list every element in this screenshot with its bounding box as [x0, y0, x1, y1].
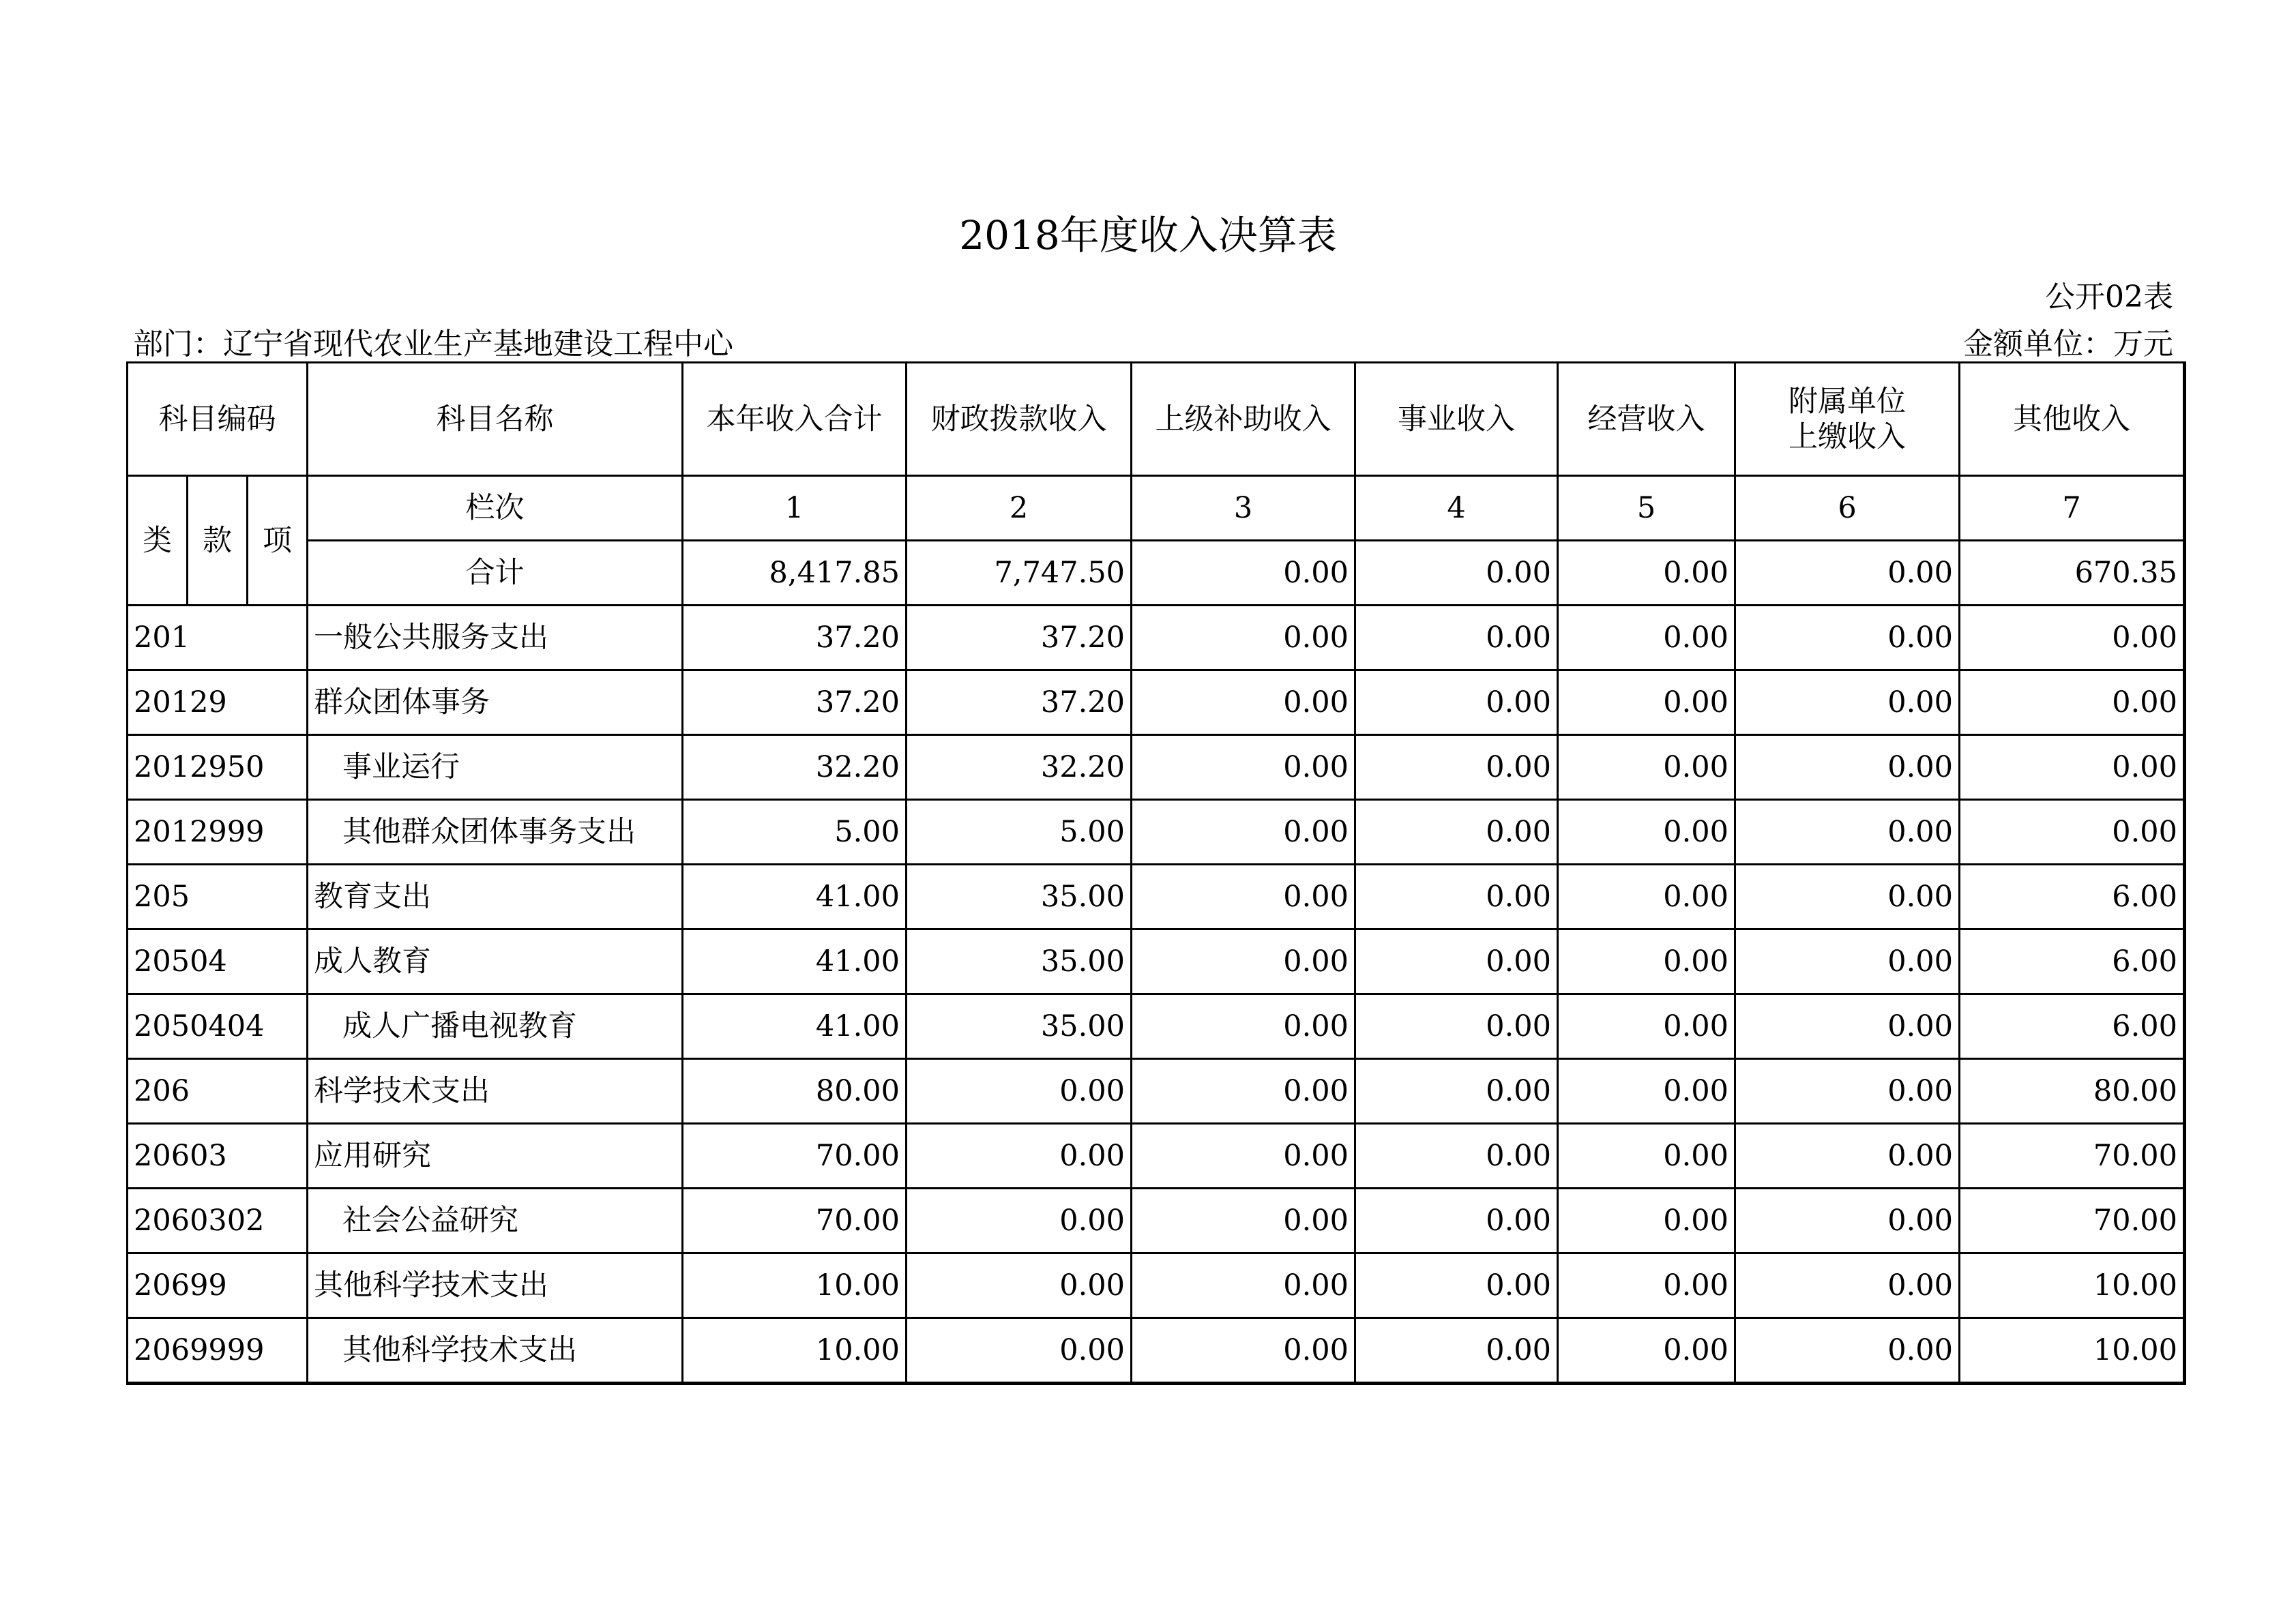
amount-cell: 0.00	[1558, 670, 1735, 735]
subject-code: 2060302	[128, 1189, 308, 1253]
col-number: 5	[1558, 476, 1735, 541]
amount-cell: 6.00	[1960, 929, 2185, 994]
subject-code: 205	[128, 865, 308, 929]
amount-cell: 0.00	[1735, 1318, 1960, 1384]
amount-cell: 6.00	[1960, 994, 2185, 1059]
amount-cell: 0.00	[1735, 1124, 1960, 1189]
amount-cell: 0.00	[1355, 1189, 1558, 1253]
amount-cell: 0.00	[1558, 606, 1735, 670]
amount-cell: 70.00	[1960, 1124, 2185, 1189]
amount-cell: 0.00	[1355, 865, 1558, 929]
amount-cell: 10.00	[683, 1318, 907, 1384]
amount-cell: 0.00	[1132, 1253, 1355, 1318]
subject-name: 成人教育	[308, 929, 683, 994]
header-lei: 类	[128, 476, 188, 606]
table-row	[128, 1253, 2185, 1318]
amount-cell: 35.00	[907, 865, 1132, 929]
amount-cell: 0.00	[907, 1318, 1132, 1384]
amount-cell: 0.00	[1735, 606, 1960, 670]
lanci-label: 栏次	[308, 476, 683, 541]
subject-code: 20699	[128, 1253, 308, 1318]
subject-code: 2012999	[128, 800, 308, 865]
amount-cell: 0.00	[1132, 929, 1355, 994]
total-value: 0.00	[1735, 541, 1960, 606]
amount-cell: 0.00	[1132, 1124, 1355, 1189]
table-row	[128, 929, 2185, 994]
amount-cell: 0.00	[1558, 929, 1735, 994]
table-row	[128, 994, 2185, 1059]
amount-cell: 70.00	[1960, 1189, 2185, 1253]
subject-code: 2069999	[128, 1318, 308, 1384]
table-row	[128, 1189, 2185, 1253]
amount-cell: 41.00	[683, 994, 907, 1059]
amount-cell: 5.00	[907, 800, 1132, 865]
col-number: 3	[1132, 476, 1355, 541]
column-index-row	[128, 476, 2185, 541]
amount-cell: 80.00	[1960, 1059, 2185, 1124]
amount-cell: 0.00	[1735, 1253, 1960, 1318]
header-col-6-line2: 上缴收入	[1789, 419, 1907, 454]
amount-cell: 0.00	[1355, 1318, 1558, 1384]
amount-cell: 0.00	[1558, 994, 1735, 1059]
amount-cell: 0.00	[1735, 1059, 1960, 1124]
header-col-5: 经营收入	[1558, 363, 1735, 476]
amount-cell: 0.00	[1558, 1124, 1735, 1189]
amount-cell: 41.00	[683, 865, 907, 929]
table-row	[128, 865, 2185, 929]
col-number: 7	[1960, 476, 2185, 541]
header-col-1: 本年收入合计	[683, 363, 907, 476]
amount-cell: 80.00	[683, 1059, 907, 1124]
amount-cell: 0.00	[1735, 994, 1960, 1059]
subject-name: 教育支出	[308, 865, 683, 929]
subject-name: 事业运行	[308, 735, 683, 800]
amount-cell: 0.00	[1735, 670, 1960, 735]
amount-cell: 0.00	[1355, 606, 1558, 670]
subject-code: 206	[128, 1059, 308, 1124]
amount-cell: 0.00	[907, 1124, 1132, 1189]
amount-cell: 10.00	[1960, 1318, 2185, 1384]
header-kuan: 款	[188, 476, 248, 606]
report-title: 2018年度收入决算表	[959, 212, 1337, 258]
table-row	[128, 1059, 2185, 1124]
amount-cell: 37.20	[683, 670, 907, 735]
amount-cell: 0.00	[1558, 1189, 1735, 1253]
amount-cell: 0.00	[1132, 1059, 1355, 1124]
amount-cell: 0.00	[1132, 670, 1355, 735]
amount-cell: 0.00	[1735, 735, 1960, 800]
subject-name: 社会公益研究	[308, 1189, 683, 1253]
amount-cell: 35.00	[907, 929, 1132, 994]
amount-cell: 10.00	[683, 1253, 907, 1318]
amount-cell: 37.20	[683, 606, 907, 670]
subject-name: 其他科学技术支出	[308, 1318, 683, 1384]
subject-code: 20504	[128, 929, 308, 994]
amount-cell: 0.00	[1558, 1318, 1735, 1384]
total-value: 0.00	[1355, 541, 1558, 606]
amount-cell: 6.00	[1960, 865, 2185, 929]
income-table	[126, 361, 2186, 1385]
amount-cell: 0.00	[1355, 735, 1558, 800]
amount-cell: 37.20	[907, 670, 1132, 735]
header-code: 科目编码	[128, 363, 308, 476]
amount-cell: 0.00	[1960, 606, 2185, 670]
department-label: 部门：辽宁省现代农业生产基地建设工程中心	[133, 327, 733, 361]
amount-cell: 70.00	[683, 1189, 907, 1253]
amount-cell: 0.00	[1960, 670, 2185, 735]
form-number: 公开02表	[2045, 280, 2173, 314]
col-number: 2	[907, 476, 1132, 541]
total-value: 7,747.50	[907, 541, 1132, 606]
subject-name: 群众团体事务	[308, 670, 683, 735]
amount-cell: 0.00	[1558, 1253, 1735, 1318]
total-value: 0.00	[1132, 541, 1355, 606]
table-row	[128, 800, 2185, 865]
amount-cell: 0.00	[1132, 606, 1355, 670]
amount-cell: 0.00	[1355, 800, 1558, 865]
amount-cell: 41.00	[683, 929, 907, 994]
amount-cell: 0.00	[1735, 800, 1960, 865]
amount-cell: 0.00	[1960, 800, 2185, 865]
amount-cell: 0.00	[1132, 800, 1355, 865]
subject-name: 科学技术支出	[308, 1059, 683, 1124]
total-value: 670.35	[1960, 541, 2185, 606]
subject-name: 其他群众团体事务支出	[308, 800, 683, 865]
header-xiang: 项	[248, 476, 308, 606]
amount-cell: 0.00	[1558, 800, 1735, 865]
total-value: 0.00	[1558, 541, 1735, 606]
header-col-2: 财政拨款收入	[907, 363, 1132, 476]
amount-cell: 0.00	[907, 1189, 1132, 1253]
table-row	[128, 670, 2185, 735]
subject-code: 20603	[128, 1124, 308, 1189]
amount-cell: 0.00	[1355, 1059, 1558, 1124]
header-col-3: 上级补助收入	[1132, 363, 1355, 476]
amount-cell: 0.00	[907, 1059, 1132, 1124]
amount-cell: 0.00	[1355, 1124, 1558, 1189]
total-label: 合计	[308, 541, 683, 606]
col-number: 4	[1355, 476, 1558, 541]
header-row	[128, 363, 2185, 476]
header-col-6	[1735, 363, 1960, 476]
table-row	[128, 735, 2185, 800]
amount-cell: 0.00	[1355, 1253, 1558, 1318]
header-col-4: 事业收入	[1355, 363, 1558, 476]
header-name: 科目名称	[308, 363, 683, 476]
amount-cell: 0.00	[1735, 865, 1960, 929]
data-rows	[128, 606, 2185, 1384]
amount-cell: 32.20	[907, 735, 1132, 800]
subject-code: 201	[128, 606, 308, 670]
amount-cell: 0.00	[1355, 929, 1558, 994]
amount-cell: 0.00	[907, 1253, 1132, 1318]
amount-cell: 0.00	[1355, 670, 1558, 735]
amount-cell: 0.00	[1132, 865, 1355, 929]
amount-cell: 0.00	[1735, 1189, 1960, 1253]
amount-cell: 32.20	[683, 735, 907, 800]
subject-code: 2050404	[128, 994, 308, 1059]
amount-cell: 10.00	[1960, 1253, 2185, 1318]
col-number: 6	[1735, 476, 1960, 541]
header-col-7: 其他收入	[1960, 363, 2185, 476]
table-row	[128, 606, 2185, 670]
subject-code: 2012950	[128, 735, 308, 800]
amount-cell: 0.00	[1735, 929, 1960, 994]
amount-cell: 5.00	[683, 800, 907, 865]
amount-cell: 35.00	[907, 994, 1132, 1059]
subject-name: 一般公共服务支出	[308, 606, 683, 670]
amount-cell: 0.00	[1132, 1318, 1355, 1384]
amount-cell: 0.00	[1558, 1059, 1735, 1124]
subject-name: 其他科学技术支出	[308, 1253, 683, 1318]
amount-cell: 37.20	[907, 606, 1132, 670]
total-value: 8,417.85	[683, 541, 907, 606]
amount-cell: 0.00	[1355, 994, 1558, 1059]
amount-cell: 0.00	[1132, 1189, 1355, 1253]
amount-cell: 0.00	[1558, 865, 1735, 929]
total-row	[128, 541, 2185, 606]
amount-unit-label: 金额单位：万元	[1963, 327, 2173, 361]
col-number: 1	[683, 476, 907, 541]
amount-cell: 0.00	[1132, 994, 1355, 1059]
header-col-6-line1: 附属单位	[1789, 384, 1907, 419]
amount-cell: 0.00	[1558, 735, 1735, 800]
table-row	[128, 1124, 2185, 1189]
amount-cell: 0.00	[1960, 735, 2185, 800]
amount-cell: 70.00	[683, 1124, 907, 1189]
subject-code: 20129	[128, 670, 308, 735]
table-row	[128, 1318, 2185, 1384]
amount-cell: 0.00	[1132, 735, 1355, 800]
subject-name: 成人广播电视教育	[308, 994, 683, 1059]
subject-name: 应用研究	[308, 1124, 683, 1189]
